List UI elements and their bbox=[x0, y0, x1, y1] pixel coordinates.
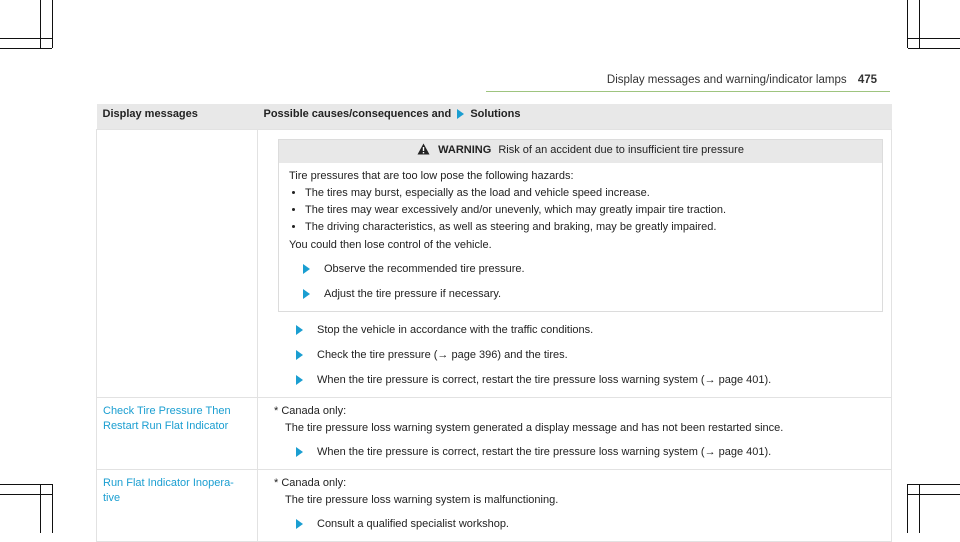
message-cell bbox=[97, 130, 258, 398]
cause-text: The tire pressure loss warning system generated a display message and has not been restarted since. bbox=[285, 422, 784, 434]
warning-triangle-icon bbox=[417, 143, 430, 155]
cause-text: The tire pressure loss warning system is malfunctioning. bbox=[285, 494, 559, 506]
list-item: • The tires may burst, especially as the load and vehicle speed increase. bbox=[305, 186, 872, 201]
solution-step: When the tire pressure is correct, restart the tire pressure loss warning system (→ page 401). bbox=[282, 442, 885, 463]
canada-note: * Canada only: bbox=[274, 405, 347, 417]
play-icon bbox=[303, 264, 310, 274]
crop-mark bbox=[908, 48, 960, 49]
play-icon bbox=[296, 447, 303, 457]
table-row bbox=[97, 398, 892, 470]
warning-label: WARNING bbox=[438, 144, 492, 156]
play-icon bbox=[296, 375, 303, 385]
display-message: Run Flat Indicator Inopera- bbox=[103, 477, 234, 489]
warning-header bbox=[279, 140, 882, 163]
crop-mark bbox=[40, 484, 41, 533]
col-causes-solutions: Possible causes/consequences and Solutions bbox=[258, 104, 892, 130]
warning-intro: Tire pressures that are too low pose the following hazards: bbox=[289, 170, 574, 182]
solution-step: When the tire pressure is correct, restart the tire pressure loss warning system (→ page 401). bbox=[282, 370, 885, 391]
display-message: tive bbox=[103, 492, 121, 504]
warning-bullets bbox=[289, 186, 872, 235]
solution-cell bbox=[258, 130, 892, 398]
warning-step: Adjust the tire pressure if necessary. bbox=[289, 284, 872, 305]
list-item: • The tires may wear excessively and/or unevenly, which may greatly impair tire traction. bbox=[305, 203, 872, 218]
solution-cell bbox=[258, 398, 892, 470]
running-header bbox=[607, 74, 877, 86]
play-icon bbox=[457, 109, 464, 119]
solution-step: Stop the vehicle in accordance with the traffic conditions. bbox=[282, 320, 885, 341]
crop-mark bbox=[908, 38, 960, 39]
crop-mark bbox=[919, 484, 920, 533]
display-message: Restart Run Flat Indicator bbox=[103, 420, 229, 432]
table-header-row bbox=[97, 104, 892, 130]
col-display-messages: Display messages bbox=[97, 104, 258, 130]
table-row bbox=[97, 470, 892, 542]
crop-mark bbox=[919, 0, 920, 48]
crop-mark bbox=[52, 484, 53, 533]
header-rule bbox=[486, 91, 890, 92]
crop-mark bbox=[0, 484, 52, 485]
play-icon bbox=[296, 325, 303, 335]
crop-mark bbox=[0, 494, 52, 495]
messages-table bbox=[96, 104, 892, 542]
crop-mark bbox=[908, 484, 960, 485]
solution-step: Check the tire pressure (→ page 396) and the tires. bbox=[282, 345, 885, 366]
header-title: Display messages and warning/indicator lamps bbox=[606, 74, 847, 86]
warning-outro: You could then lose control of the vehicle. bbox=[289, 239, 492, 251]
crop-mark bbox=[0, 38, 52, 39]
solution-step: Consult a qualified specialist workshop. bbox=[282, 514, 885, 535]
warning-text: Risk of an accident due to insufficient tire pressure bbox=[498, 144, 744, 156]
message-cell bbox=[97, 470, 258, 542]
play-icon bbox=[296, 350, 303, 360]
crop-mark bbox=[52, 0, 53, 48]
crop-mark bbox=[0, 48, 52, 49]
solution-cell bbox=[258, 470, 892, 542]
table-row bbox=[97, 130, 892, 398]
crop-mark bbox=[908, 494, 960, 495]
play-icon bbox=[303, 289, 310, 299]
play-icon bbox=[296, 519, 303, 529]
message-cell bbox=[97, 398, 258, 470]
warning-body bbox=[279, 163, 882, 311]
display-message: Check Tire Pressure Then bbox=[103, 405, 231, 417]
crop-mark bbox=[907, 484, 908, 533]
list-item: • The driving characteristics, as well as steering and braking, may be greatly impaired. bbox=[305, 220, 872, 235]
warning-step: Observe the recommended tire pressure. bbox=[289, 259, 872, 280]
canada-note: * Canada only: bbox=[274, 477, 347, 489]
crop-mark bbox=[907, 0, 908, 48]
page-number: 475 bbox=[857, 74, 877, 86]
crop-mark bbox=[40, 0, 41, 48]
warning-box bbox=[278, 139, 883, 312]
